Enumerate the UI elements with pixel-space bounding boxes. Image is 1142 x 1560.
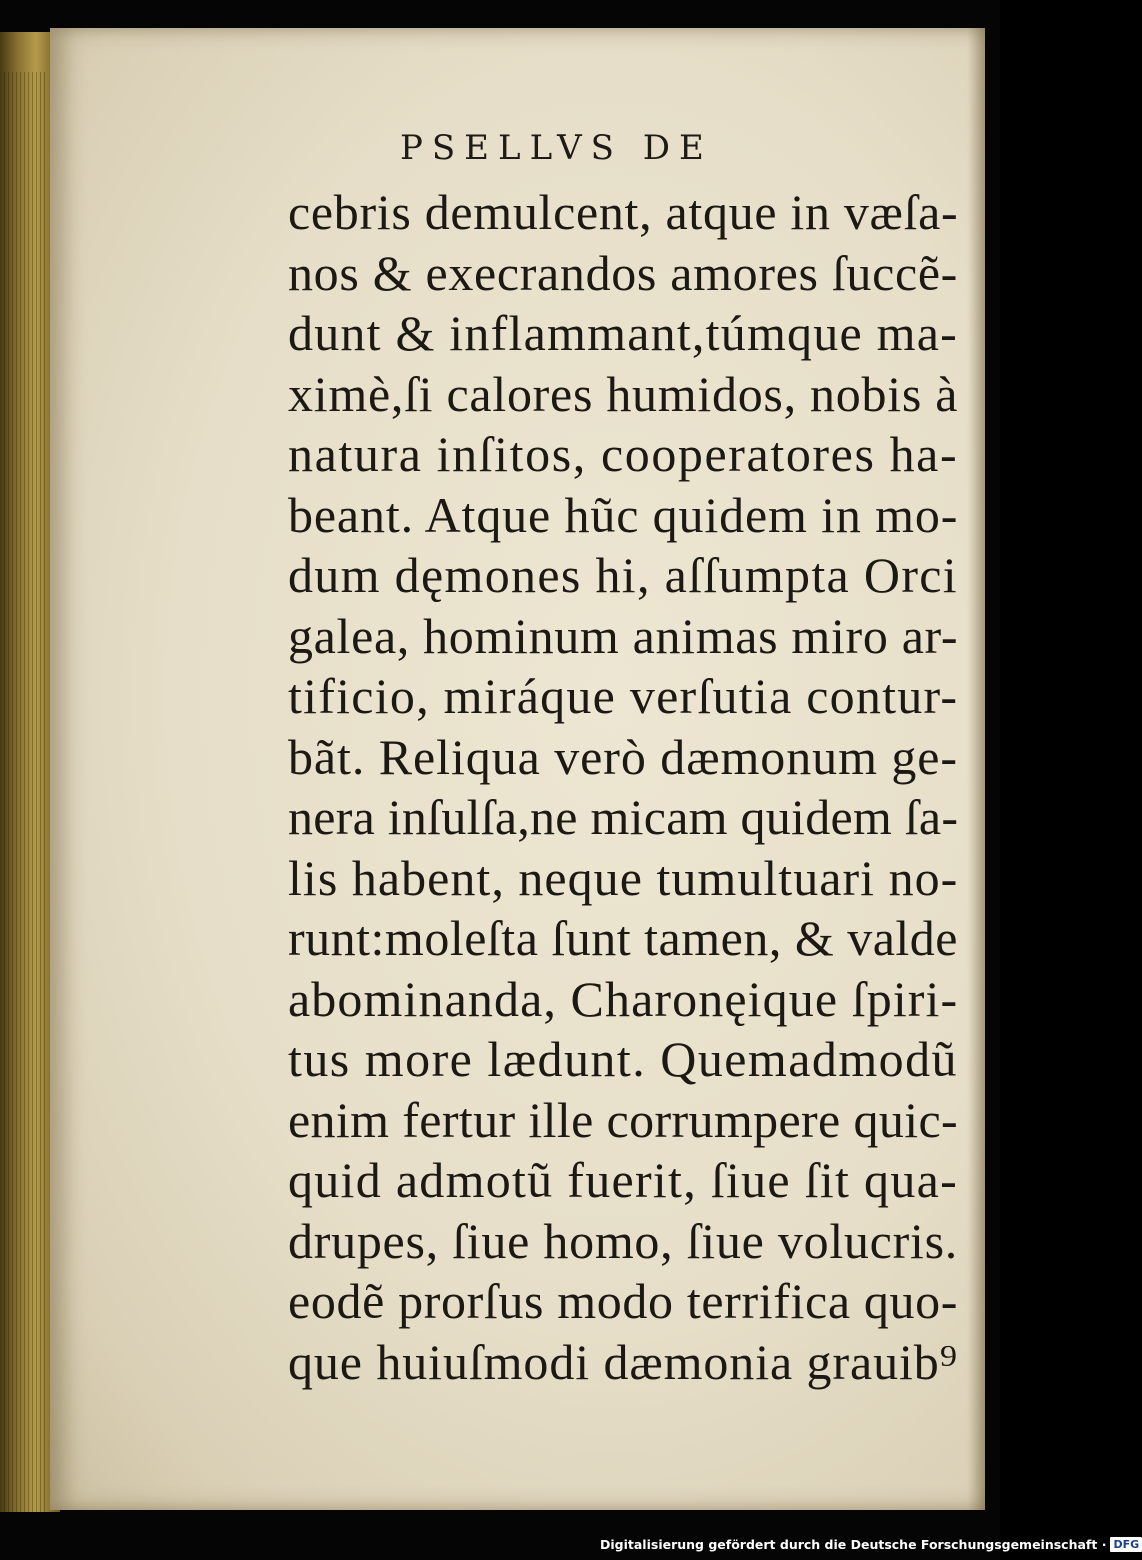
text-line: tus more lædunt. Quemadmodũ [288,1031,958,1087]
text-line: lis habent, neque tumultuari no- [288,849,959,906]
digitization-credit [600,1537,1140,1552]
text-line: runt:moleſta ſunt tamen, & valde [288,910,959,966]
text-line: eodẽ prorſus modo terrifica quo- [288,1273,958,1329]
text-line: galea, hominum animas miro ar- [288,607,959,664]
text-line: tificio, miráque verſutia contur- [288,668,959,724]
text-line: beant. Atque hũc quidem in mo- [288,486,959,543]
dfg-logo[interactable]: DFG [1110,1537,1142,1552]
text-line: enim fertur ille corrumpere quic- [288,1091,959,1148]
text-line: ximè,ſi calores humidos, nobis à [288,365,959,422]
text-line: natura inſitos, cooperatores ha- [288,426,959,482]
body-text [288,182,958,1392]
text-line: dum dęmones hi, aſſumpta Orci [288,547,958,603]
credit-text: Digitalisierung gefördert durch die Deutsche Forschungsgemeinschaft · [600,1537,1107,1552]
text-line: cebris demulcent, atque in væſa- [288,184,959,240]
text-line: nera inſulſa,ne micam quidem ſa- [288,789,959,845]
text-line: dunt & inflammant,túmque ma- [288,305,958,361]
running-head: PSELLVS DE [400,128,713,168]
book-edge-texture [4,72,48,1532]
text-line: nos & execrandos amores ſuccẽ- [288,244,958,301]
text-line: drupes, ſiue homo, ſiue volucris. [288,1212,958,1269]
text-line: que huiuſmodi dæmonia grauib⁹ [288,1333,958,1390]
page-edge-shadow [967,28,985,1510]
text-line: bãt. Reliqua verò dæmonum ge- [288,728,958,785]
text-line: abominanda, Charonęique ſpiri- [288,970,959,1027]
text-line: quid admotũ fuerit, ſiue ſit qua- [288,1152,958,1208]
